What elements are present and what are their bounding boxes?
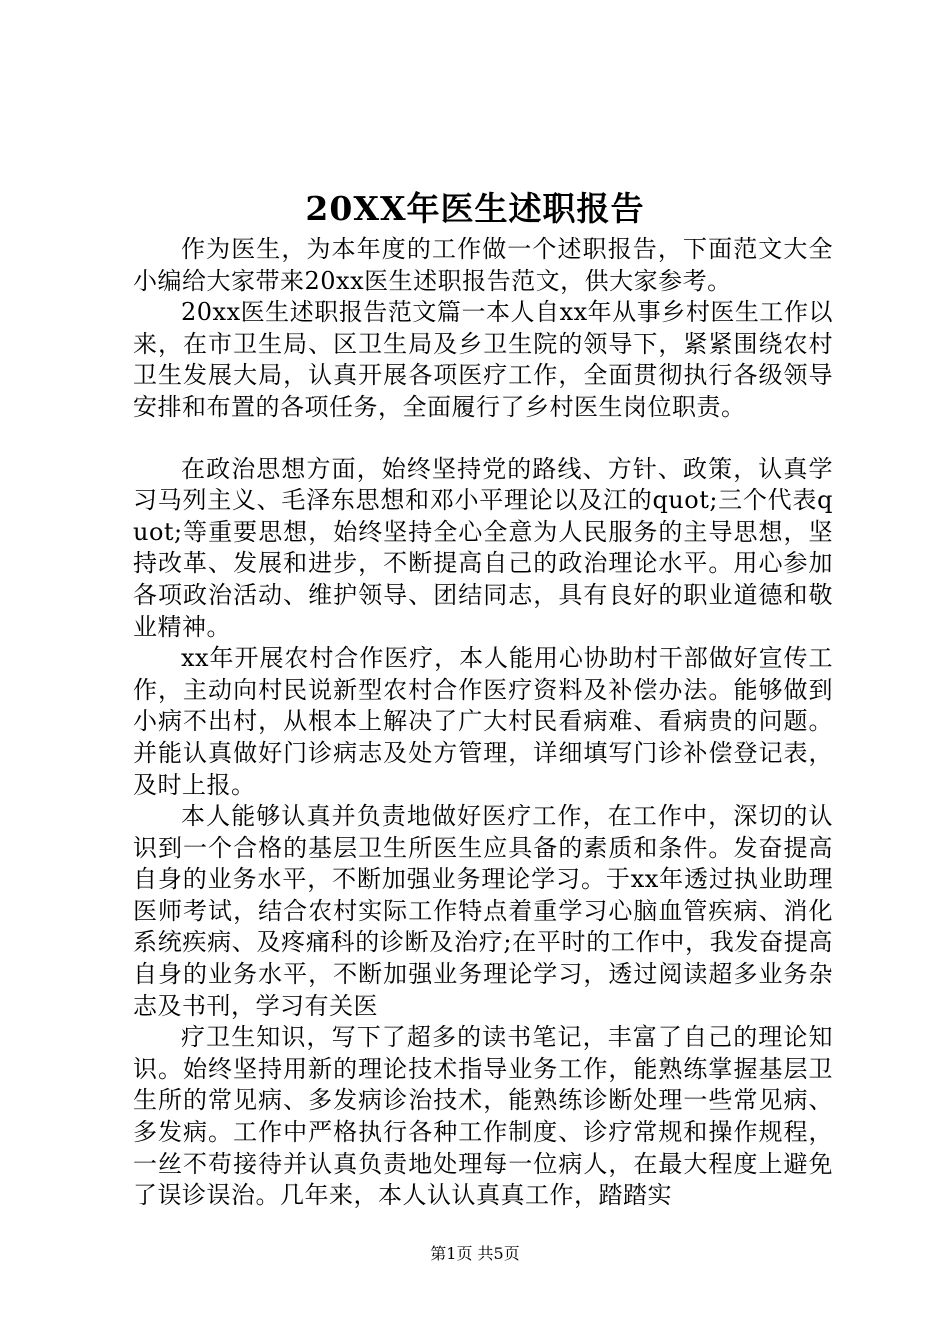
paragraph-political-thought: 在政治思想方面，始终坚持党的路线、方针、政策，认真学习马列主义、毛泽东思想和邓小平理论以及江的quot;三个代表quot;等重要思想，始终坚持全心全意为人民服务的主导思想，坚持改革、发展和进步，不断提高自己的政治理论水平。用心参加各项政治活动、维护领导、团结同志，具有良好的职业道德和敬业精神。 xyxy=(133,454,833,641)
paragraph-section-one: 20xx医生述职报告范文篇一本人自xx年从事乡村医生工作以来，在市卫生局、区卫生局及乡卫生院的领导下，紧紧围绕农村卫生发展大局，认真开展各项医疗工作，全面贯彻执行各级领导安排和布置的各项任务，全面履行了乡村医生岗位职责。 xyxy=(133,298,833,421)
paragraph-medical-work: 本人能够认真并负责地做好医疗工作，在工作中，深切的认识到一个合格的基层卫生所医生应具备的素质和条件。发奋提高自身的业务水平，不断加强业务理论学习。于xx年透过执业助理医师考试，结合农村实际工作特点着重学习心脑血管疾病、消化系统疾病、及疼痛科的诊断及治疗;在平时的工作中，我发奋提高自身的业务水平，不断加强业务理论学习，透过阅读超多业务杂志及书刊，学习有关医 xyxy=(133,802,833,1020)
paragraph-intro: 作为医生，为本年度的工作做一个述职报告，下面范文大全小编给大家带来20xx医生述职报告范文，供大家参考。 xyxy=(133,235,833,295)
page-footer: 第1页 共5页 xyxy=(430,1244,520,1263)
document-body xyxy=(133,234,833,1212)
document-title: 20XX年医生述职报告 xyxy=(305,189,645,228)
paragraph-cooperative-medical: xx年开展农村合作医疗，本人能用心协助村干部做好宣传工作，主动向村民说新型农村合作医疗资料及补偿办法。能够做到小病不出村，从根本上解决了广大村民看病难、看病贵的问题。并能认真做好门诊病志及处方管理，详细填写门诊补偿登记表，及时上报。 xyxy=(133,644,833,799)
paragraph-medical-knowledge: 疗卫生知识，写下了超多的读书笔记，丰富了自己的理论知识。始终坚持用新的理论技术指导业务工作，能熟练掌握基层卫生所的常见病、多发病诊治技术，能熟练诊断处理一些常见病、多发病。工作中严格执行各种工作制度、诊疗常规和操作规程，一丝不苟接待并认真负责地处理每一位病人，在最大程度上避免了误诊误治。几年来，本人认认真真工作，踏踏实 xyxy=(133,1023,833,1210)
